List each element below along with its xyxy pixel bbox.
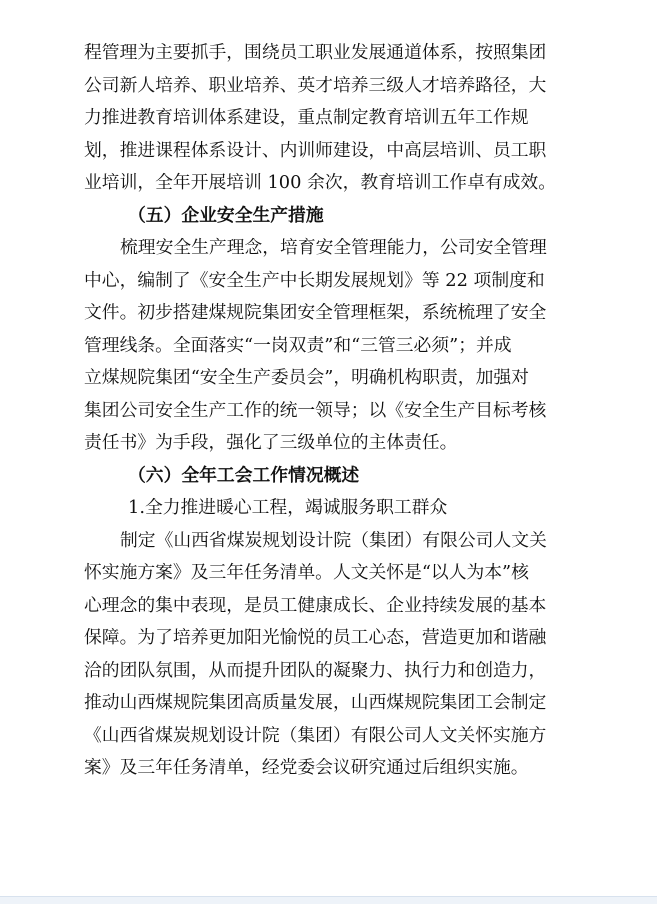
text-line: 立煤规院集团“安全生产委员会”，明确机构职责，加强对 — [84, 367, 529, 388]
text-line: 洽的团队氛围，从而提升团队的凝聚力、执行力和创造力， — [84, 659, 547, 681]
section-heading-safety: （五）企业安全生产措施 — [128, 204, 324, 226]
text-line: 《山西省煤炭规划设计院（集团）有限公司人文关怀实施方 — [84, 724, 547, 746]
text-line: 力推进教育培训体系建设，重点制定教育培训五年工作规 — [84, 107, 529, 128]
text-line: 案》及三年任务清单，经党委会议研究通过后组织实施。 — [84, 757, 529, 778]
text-line: 公司新人培养、职业培养、英才培养三级人才培养路径，大 — [84, 74, 547, 96]
text-line: 制定《山西省煤炭规划设计院（集团）有限公司人文关 — [120, 529, 547, 551]
text-line: 梳理安全生产理念，培育安全管理能力，公司安全管理 — [120, 237, 547, 258]
text-line: 划，推进课程体系设计、内训师建设，中高层培训、员工职 — [84, 139, 547, 161]
text-line: 管理线条。全面落实“一岗双责”和“三管三必须”；并成 — [84, 334, 512, 356]
text-line: 心理念的集中表现，是员工健康成长、企业持续发展的基本 — [84, 594, 547, 616]
paragraph-safety — [84, 233, 582, 458]
text-line: 业培训，全年开展培训 100 余次，教育培训工作卓有成效。 — [84, 172, 556, 193]
text-line: 文件。初步搭建煤规院集团安全管理框架，系统梳理了安全 — [84, 302, 547, 323]
text-line: 推动山西煤规院集团高质量发展，山西煤规院集团工会制定 — [84, 692, 547, 713]
subheading-warm-project: 1.全力推进暖心工程，竭诚服务职工群众 — [128, 497, 448, 518]
paragraph-training — [84, 38, 582, 198]
document-page — [84, 38, 582, 786]
text-line: 怀实施方案》及三年任务清单。人文关怀是“以人为本”核 — [84, 562, 529, 583]
section-heading-union: （六）全年工会工作情况概述 — [128, 464, 360, 486]
text-line: 集团公司安全生产工作的统一领导；以《安全生产目标考核 — [84, 399, 547, 421]
text-line: 中心，编制了《安全生产中长期发展规划》等 22 项制度和 — [84, 269, 545, 291]
text-line: 责任书》为手段，强化了三级单位的主体责任。 — [84, 432, 458, 453]
text-line: 保障。为了培养更加阳光愉悦的员工心态，营造更加和谐融 — [84, 627, 547, 648]
text-line: 程管理为主要抓手，围绕员工职业发展通道体系，按照集团 — [84, 42, 547, 63]
paragraph-union — [84, 526, 582, 784]
